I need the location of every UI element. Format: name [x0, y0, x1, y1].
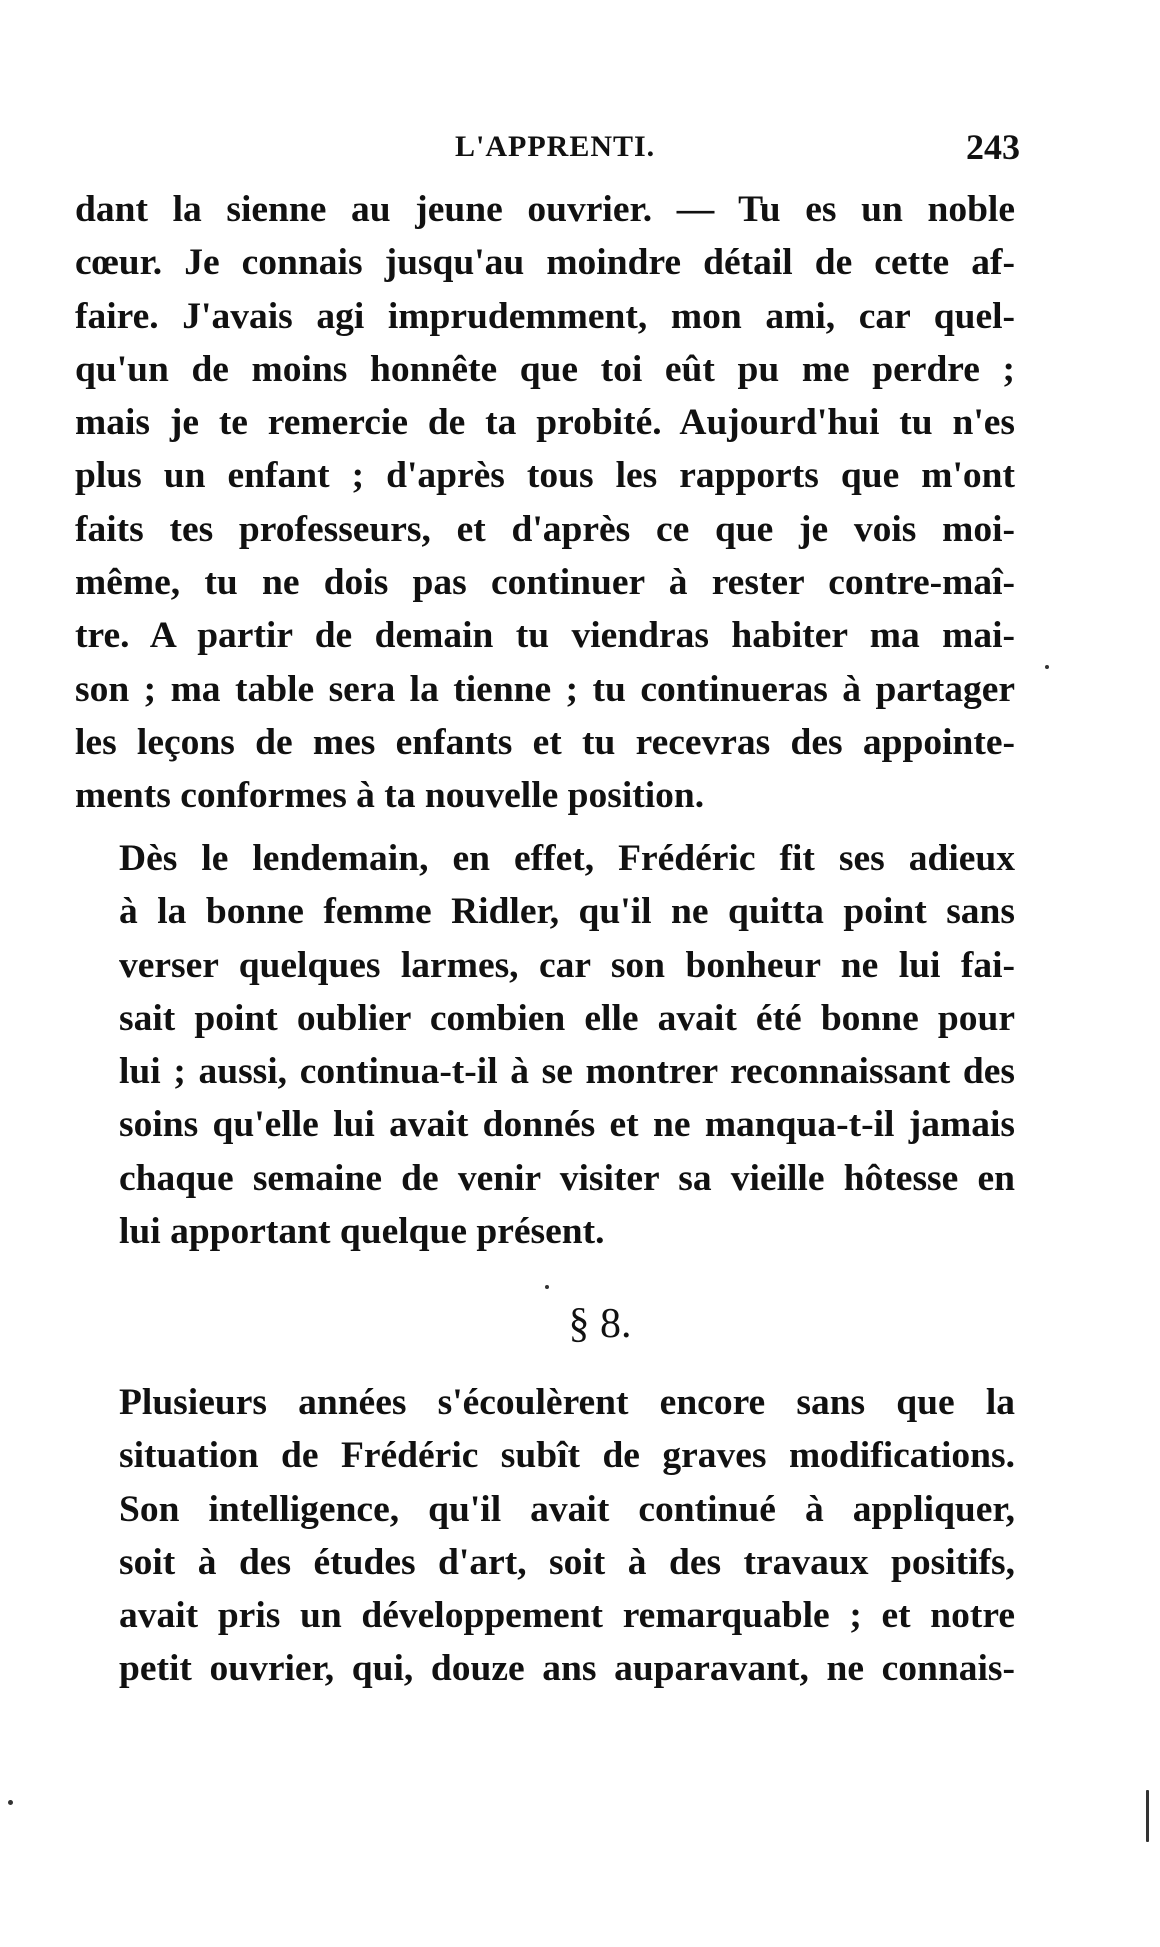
text-line: lui ; aussi, continua-t-il à se montrer reconnaissant des — [119, 1051, 1015, 1093]
print-speck — [1146, 1790, 1149, 1842]
page-number: 243 — [966, 127, 1020, 167]
text-line: sait point oublier combien elle avait été bonne pour — [119, 997, 1015, 1039]
section-heading — [0, 1300, 1160, 1348]
text-line: Dès le lendemain, en effet, Frédéric fit ses adieux — [119, 838, 1015, 879]
text-line: son ; ma table sera la tienne ; tu continueras à partager — [75, 668, 1015, 710]
text-line: même, tu ne dois pas continuer à rester contre-maî- — [75, 562, 1015, 604]
print-speck — [8, 1800, 13, 1805]
paragraph-2 — [75, 832, 1015, 1258]
text-line: soit à des études d'art, soit à des travaux positifs, — [119, 1541, 1015, 1583]
text-line: chaque semaine de venir visiter sa vieille hôtesse en — [119, 1157, 1015, 1199]
text-line: les leçons de mes enfants et tu recevras des appointe- — [75, 721, 1015, 763]
text-line: qu'un de moins honnête que toi eût pu me perdre ; — [75, 348, 1015, 390]
text-line: Plusieurs années s'écoulèrent encore sans que la — [119, 1382, 1015, 1423]
text-line: soins qu'elle lui avait donnés et ne manqua-t-il jamais — [119, 1104, 1015, 1146]
text-line: dant la sienne au jeune ouvrier. — Tu es un noble — [75, 189, 1015, 230]
text-line: cœur. Je connais jusqu'au moindre détail de cette af- — [75, 242, 1015, 284]
text-line: plus un enfant ; d'après tous les rapports que m'ont — [75, 455, 1015, 497]
text-line: verser quelques larmes, car son bonheur ne lui fai- — [119, 944, 1015, 986]
text-line: à la bonne femme Ridler, qu'il ne quitta point sans — [119, 891, 1015, 933]
text-line: Son intelligence, qu'il avait continué à appliquer, — [119, 1488, 1015, 1530]
text-line: faits tes professeurs, et d'après ce que je vois moi- — [75, 508, 1015, 550]
print-speck — [1045, 665, 1049, 669]
text-line: faire. J'avais agi imprudemment, mon ami, car quel- — [75, 295, 1015, 337]
text-line: ments conformes à ta nouvelle position. — [75, 775, 705, 817]
text-line: lui apportant quelque présent. — [119, 1211, 605, 1253]
print-speck — [545, 1285, 549, 1289]
text-line: situation de Frédéric subît de graves modifications. — [119, 1435, 1015, 1477]
section-heading-text: § 8. — [568, 1301, 632, 1347]
paragraph-1 — [75, 183, 1015, 823]
running-title: L'APPRENTI. — [455, 130, 656, 163]
text-line: avait pris un développement remarquable ; et notre — [119, 1595, 1015, 1637]
paragraph-3 — [75, 1376, 1015, 1696]
running-head — [75, 127, 1020, 180]
text-line: petit ouvrier, qui, douze ans auparavant, ne connais- — [119, 1648, 1015, 1690]
text-line: mais je te remercie de ta probité. Aujourd'hui tu n'es — [75, 402, 1015, 444]
text-line: tre. A partir de demain tu viendras habiter ma mai- — [75, 615, 1015, 657]
